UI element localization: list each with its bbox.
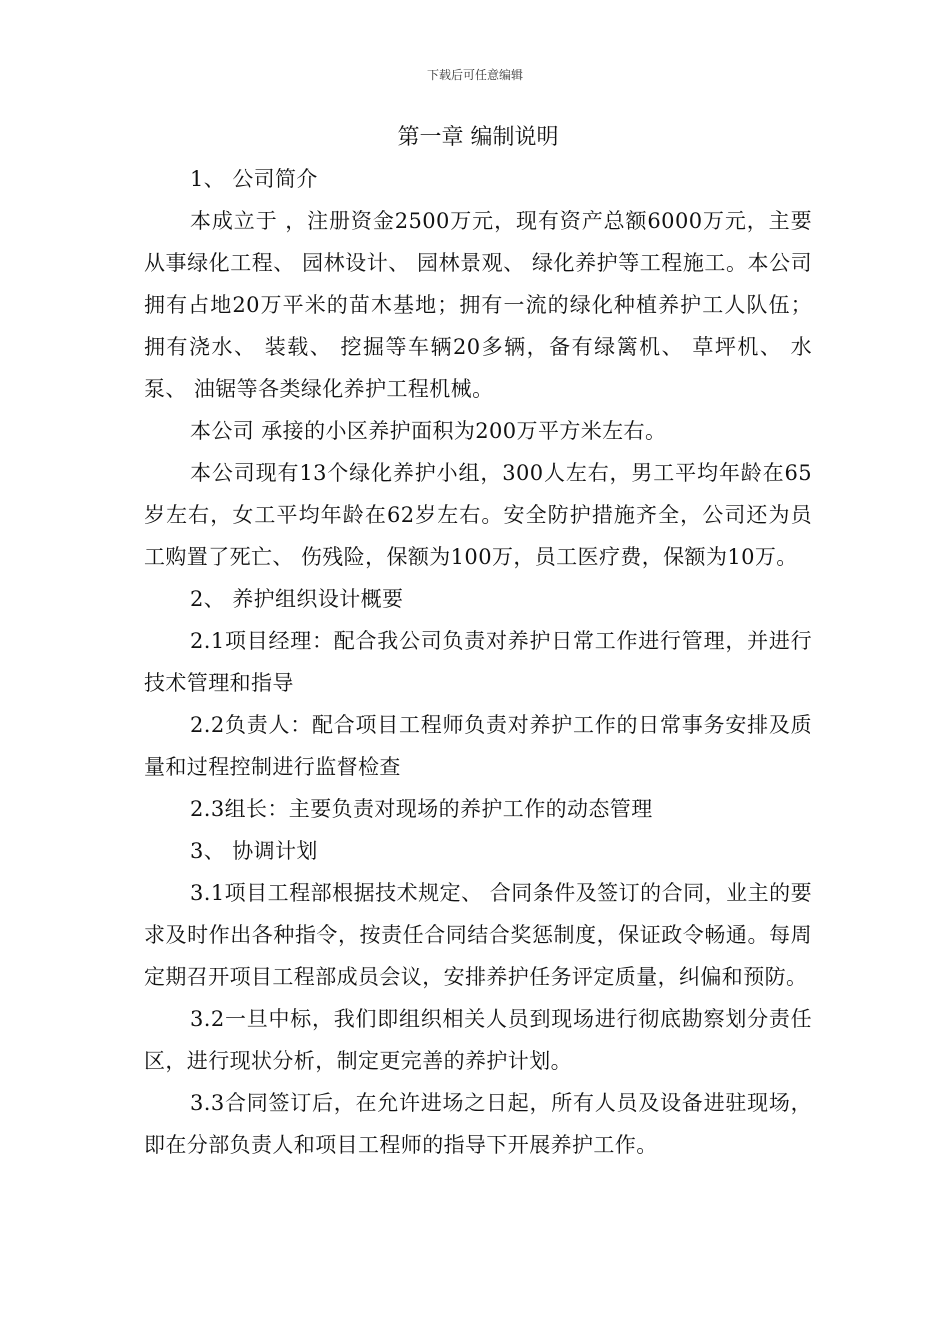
page-header-note: 下载后可任意编辑 <box>426 68 523 82</box>
paragraph-coordination-3-2: 3.2一旦中标，我们即组织相关人员到现场进行彻底勘察划分责任区，进行现状分析，制定更完善的养护计划。 <box>144 1007 812 1073</box>
paragraph-company-overview: 本成立于 ，注册资金2500万元，现有资产总额6000万元，主要从事绿化工程、 园林设计、 园林景观、 绿化养护等工程施工。本公司拥有占地20万平米的苗木基地；拥有一流的绿化种植养护工人队伍；拥有浇水、 装载、 挖掘等车辆20多辆，备有绿篱机、 草坪机、 水泵、 油锯等各类绿化养护工程机械。 <box>144 209 812 401</box>
paragraph-responsible-person: 2.2负责人：配合项目工程师负责对养护工作的日常事务安排及质量和过程控制进行监督检查 <box>144 713 812 779</box>
section-heading-company-intro: 1、 公司简介 <box>190 167 318 191</box>
paragraph-team-leader: 2.3组长：主要负责对现场的养护工作的动态管理 <box>190 797 653 821</box>
paragraph-coordination-3-3: 3.3合同签订后，在允许进场之日起，所有人员及设备进驻现场，即在分部负责人和项目工程师的指导下开展养护工作。 <box>144 1091 812 1157</box>
document-body <box>144 116 812 1166</box>
section-heading-coordination: 3、 协调计划 <box>190 839 318 863</box>
paragraph-maintenance-area: 本公司 承接的小区养护面积为200万平方米左右。 <box>190 419 667 443</box>
section-heading-organization: 2、 养护组织设计概要 <box>190 587 404 611</box>
paragraph-coordination-3-1: 3.1项目工程部根据技术规定、 合同条件及签订的合同，业主的要求及时作出各种指令，按责任合同结合奖惩制度，保证政令畅通。每周定期召开项目工程部成员会议，安排养护任务评定质量，纠偏和预防。 <box>144 881 812 989</box>
paragraph-staff: 本公司现有13个绿化养护小组，300人左右，男工平均年龄在65岁左右，女工平均年龄在62岁左右。安全防护措施齐全，公司还为员工购置了死亡、 伤残险，保额为100万，员工医疗费，保额为10万。 <box>144 461 812 569</box>
paragraph-project-manager: 2.1项目经理：配合我公司负责对养护日常工作进行管理，并进行技术管理和指导 <box>144 629 812 695</box>
chapter-title: 第一章 编制说明 <box>397 125 559 150</box>
